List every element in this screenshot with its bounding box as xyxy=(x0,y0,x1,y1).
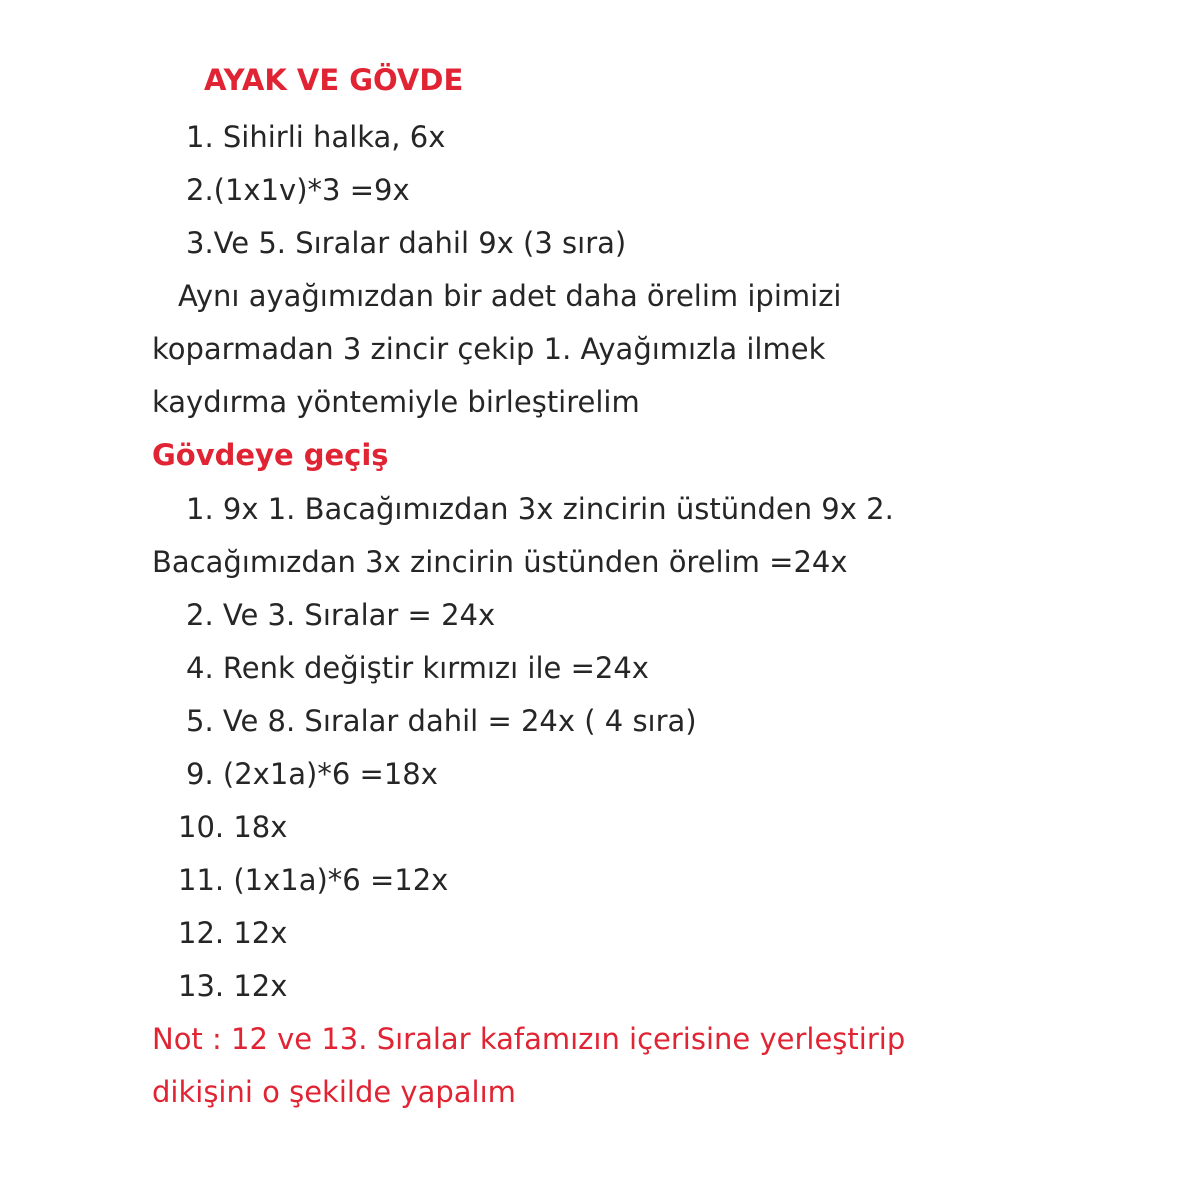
leg-step-3: 3.Ve 5. Sıralar dahil 9x (3 sıra) xyxy=(186,226,627,260)
body-step-11: 11. (1x1a)*6 =12x xyxy=(178,863,449,897)
body-step-13: 13. 12x xyxy=(178,969,288,1003)
section-title: AYAK VE GÖVDE xyxy=(204,63,464,97)
body-step-10: 10. 18x xyxy=(178,810,288,844)
body-step-1: 1. 9x 1. Bacağımızdan 3x zincirin üstünden 9x 2. xyxy=(186,492,894,526)
leg-step-2: 2.(1x1v)*3 =9x xyxy=(186,173,410,207)
note-line-1: Not : 12 ve 13. Sıralar kafamızın içerisine yerleştirip xyxy=(152,1022,906,1056)
body-step-5: 5. Ve 8. Sıralar dahil = 24x ( 4 sıra) xyxy=(186,704,697,738)
leg-paragraph-line-2: koparmadan 3 zincir çekip 1. Ayağımızla ilmek xyxy=(152,332,826,366)
note-line-2: dikişini o şekilde yapalım xyxy=(152,1075,516,1109)
body-step-12: 12. 12x xyxy=(178,916,288,950)
body-heading: Gövdeye geçiş xyxy=(152,438,389,472)
body-step-2: 2. Ve 3. Sıralar = 24x xyxy=(186,598,496,632)
leg-step-1: 1. Sihirli halka, 6x xyxy=(186,120,446,154)
leg-paragraph-line-3: kaydırma yöntemiyle birleştirelim xyxy=(152,385,640,419)
body-step-4: 4. Renk değiştir kırmızı ile =24x xyxy=(186,651,649,685)
body-step-1-continued: Bacağımızdan 3x zincirin üstünden örelim =24x xyxy=(152,545,848,579)
leg-paragraph-line-1: Aynı ayağımızdan bir adet daha örelim ipimizi xyxy=(178,279,842,313)
body-step-9: 9. (2x1a)*6 =18x xyxy=(186,757,438,791)
